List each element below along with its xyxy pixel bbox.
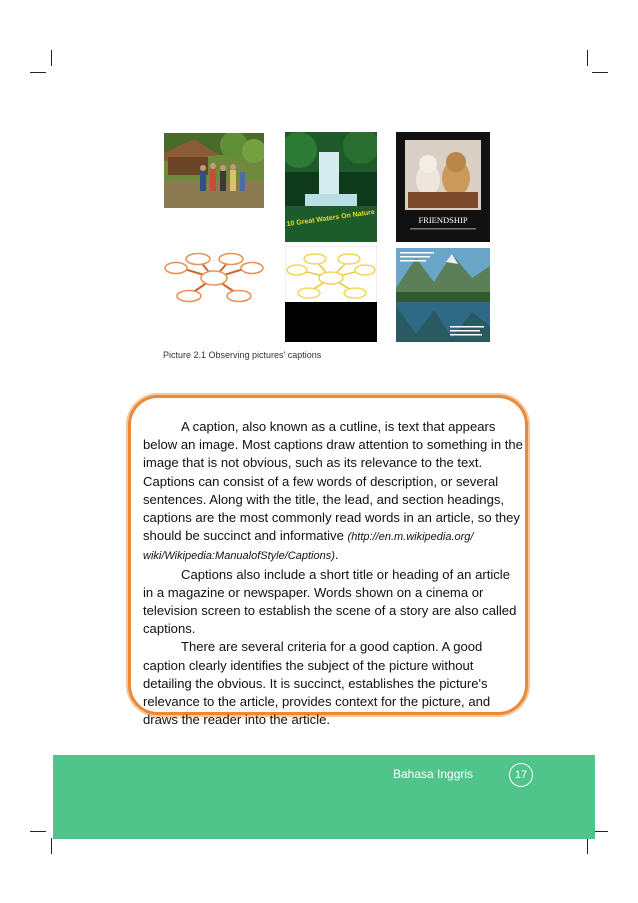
crop-mark (587, 50, 588, 66)
crop-mark (51, 838, 52, 854)
crop-mark (30, 72, 46, 73)
yellow-mind-map (285, 246, 377, 342)
crop-mark (592, 72, 608, 73)
friendship-title: FRIENDSHIP (418, 215, 468, 225)
paragraph-2: Captions also include a short title or heading of an article in a magazine or newspaper. Words shown on a cinema or television screen to establish the scene of a story are also called captions. (143, 566, 517, 637)
paragraph-3: There are several criteria for a good caption. A good caption clearly identifies the subject of the picture without detailing the obvious. It is succinct, establishes the picture's relevance to the article, provides context for the picture, and draws the reader into the article. (143, 639, 491, 728)
figure-caption: Picture 2.1 Observing pictures' captions (163, 350, 322, 360)
village-people-photo (164, 133, 264, 208)
crop-mark (51, 50, 52, 66)
friendship-cats-poster (396, 132, 490, 242)
crop-mark (30, 831, 46, 832)
paragraph-1-text: A caption, also known as a cutline, is text that appears below an image. Most captions draw attention to something in the image that is not obvious, such as its relevance to the text. Captions can consist of a few words of description, or several sentences. Along with the title, the lead, and section headings, captions are the most commonly read words in an article, so they should be succinct and informative (143, 419, 523, 544)
article-text (143, 418, 523, 729)
paragraph-1 (143, 418, 523, 566)
orange-mind-map (163, 250, 265, 306)
waterfall-poster (285, 132, 377, 242)
lake-landscape-poster (396, 248, 490, 342)
page-number: 17 (509, 763, 533, 787)
book-title: Bahasa Inggris (393, 767, 474, 781)
source-link[interactable]: (http://en.m.wikipedia.org/ wiki/Wikipedia:ManualofStyle/Captions) (143, 531, 474, 563)
paragraph-1-end: . (334, 547, 339, 563)
waterfall-poster-text: 10 Great Waters On Nature (286, 208, 376, 229)
crop-mark (587, 838, 588, 854)
